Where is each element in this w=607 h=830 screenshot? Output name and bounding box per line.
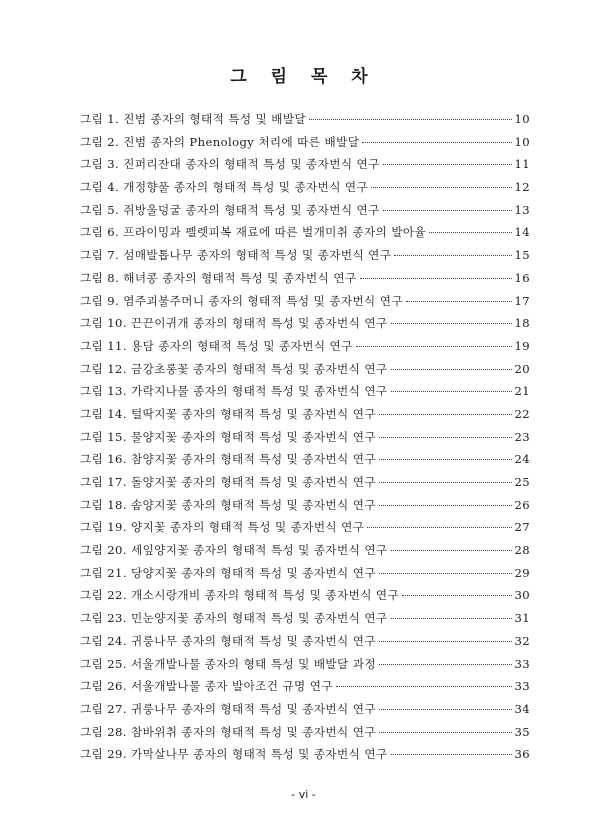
dot-leader bbox=[379, 504, 513, 506]
dot-leader bbox=[362, 141, 512, 143]
toc-entry[interactable] bbox=[80, 656, 530, 679]
toc-entry-label: 그림 9. 염주괴불주머니 종자의 형태적 특성 및 종자번식 연구 bbox=[80, 293, 403, 308]
dot-leader bbox=[379, 731, 513, 733]
toc-entry-label: 그림 2. 진범 종자의 Phenology 처리에 따른 배발달 bbox=[80, 134, 360, 149]
toc-entry-page: 17 bbox=[514, 293, 530, 308]
toc-entry[interactable] bbox=[80, 451, 530, 474]
toc-entry-label: 그림 6. 프라이밍과 펠렛피복 재료에 따른 벌개미취 종자의 발아율 bbox=[80, 225, 427, 240]
dot-leader bbox=[379, 572, 513, 574]
dot-leader bbox=[309, 118, 512, 120]
toc-entry[interactable] bbox=[80, 134, 530, 157]
toc-entry-label: 그림 28. 참바위취 종자의 형태적 특성 및 종자번식 연구 bbox=[80, 724, 376, 739]
toc-entry-page: 20 bbox=[514, 361, 530, 376]
toc-entry[interactable] bbox=[80, 361, 530, 384]
toc-entry[interactable] bbox=[80, 338, 530, 361]
dot-leader bbox=[371, 186, 512, 188]
toc-entry-label: 그림 21. 당양지꽃 종자의 형태적 특성 및 종자번식 연구 bbox=[80, 565, 376, 580]
toc-entry-label: 그림 4. 개정향풀 종자의 형태적 특성 및 종자번식 연구 bbox=[80, 180, 369, 195]
toc-entry[interactable] bbox=[80, 474, 530, 497]
toc-entry[interactable] bbox=[80, 315, 530, 338]
toc-entry-label: 그림 3. 진퍼리잔대 종자의 형태적 특성 및 종자번식 연구 bbox=[80, 157, 380, 172]
page-title: 그 림 목 차 bbox=[230, 67, 377, 87]
toc-entry-label: 그림 25. 서울개발나물 종자의 형태 특성 및 배발달 과정 bbox=[80, 656, 376, 671]
toc-entry-page: 19 bbox=[514, 338, 530, 353]
toc-entry-label: 그림 8. 해녀콩 종자의 형태적 특성 및 종자번식 연구 bbox=[80, 270, 357, 285]
toc-entry-page: 16 bbox=[514, 270, 530, 285]
dot-leader bbox=[336, 685, 512, 687]
toc-entry-page: 13 bbox=[514, 202, 530, 217]
dot-leader bbox=[406, 300, 513, 302]
dot-leader bbox=[379, 481, 513, 483]
toc-entry[interactable] bbox=[80, 724, 530, 747]
toc-entry-page: 12 bbox=[514, 180, 530, 195]
toc-entry-page: 27 bbox=[514, 520, 530, 535]
toc-entry[interactable] bbox=[80, 429, 530, 452]
toc-entry[interactable] bbox=[80, 519, 530, 542]
toc-entry-page: 15 bbox=[514, 248, 530, 263]
toc-entry-page: 10 bbox=[514, 112, 530, 126]
dot-leader bbox=[383, 163, 513, 165]
dot-leader bbox=[360, 277, 513, 279]
toc-entry-page: 23 bbox=[514, 429, 530, 444]
toc-entry[interactable] bbox=[80, 270, 530, 293]
toc-entry[interactable] bbox=[80, 610, 530, 633]
toc-entry[interactable] bbox=[80, 746, 530, 769]
toc-entry-label: 그림 12. 금강초롱꽃 종자의 형태적 특성 및 종자번식 연구 bbox=[80, 361, 388, 376]
dot-leader bbox=[402, 594, 512, 596]
dot-leader bbox=[367, 526, 512, 528]
dot-leader bbox=[429, 231, 512, 233]
toc-entry-page: 36 bbox=[514, 747, 530, 762]
dot-leader bbox=[391, 617, 513, 619]
toc-entry-page: 28 bbox=[514, 543, 530, 558]
toc-entry-page: 34 bbox=[514, 701, 530, 716]
toc-entry-label: 그림 18. 솜양지꽃 종자의 형태적 특성 및 종자번식 연구 bbox=[80, 497, 376, 512]
toc-entry-label: 그림 17. 돌양지꽃 종자의 형태적 특성 및 종자번식 연구 bbox=[80, 475, 376, 489]
toc-entry-label: 그림 10. 끈끈이귀개 종자의 형태적 특성 및 종자번식 연구 bbox=[80, 316, 388, 331]
toc-entry[interactable] bbox=[80, 587, 530, 610]
dot-leader bbox=[379, 708, 513, 710]
toc-entry-page: 33 bbox=[514, 656, 530, 671]
toc-entry-page: 30 bbox=[514, 588, 530, 603]
toc-entry[interactable] bbox=[80, 633, 530, 656]
toc-entry[interactable] bbox=[80, 542, 530, 565]
dot-leader bbox=[379, 663, 513, 665]
toc-entry-page: 18 bbox=[514, 316, 530, 331]
toc-entry-page: 35 bbox=[514, 724, 530, 739]
toc-entry-label: 그림 23. 민눈양지꽃 종자의 형태적 특성 및 종자번식 연구 bbox=[80, 611, 388, 626]
dot-leader bbox=[379, 640, 513, 642]
toc-entry[interactable] bbox=[80, 406, 530, 429]
dot-leader bbox=[394, 254, 512, 256]
toc-entry-label: 그림 5. 쥐방울덩굴 종자의 형태적 특성 및 종자번식 연구 bbox=[80, 202, 380, 217]
toc-entry-label: 그림 24. 귀룽나무 종자의 형태적 특성 및 종자번식 연구 bbox=[80, 633, 376, 648]
dot-leader bbox=[391, 549, 513, 551]
toc-entry-page: 24 bbox=[514, 452, 530, 467]
toc-entry-page: 29 bbox=[514, 565, 530, 580]
toc-entry-page: 32 bbox=[514, 633, 530, 648]
toc-entry-label: 그림 16. 참양지꽃 종자의 형태적 특성 및 종자번식 연구 bbox=[80, 452, 376, 467]
toc-entry-page: 14 bbox=[514, 225, 530, 240]
toc-entry-page: 21 bbox=[514, 384, 530, 399]
toc-entry-label: 그림 27. 귀룽나무 종자의 형태적 특성 및 종자번식 연구 bbox=[80, 701, 376, 716]
toc-entry[interactable] bbox=[80, 293, 530, 316]
toc-entry-label: 그림 11. 용담 종자의 형태적 특성 및 종자번식 연구 bbox=[80, 338, 353, 353]
toc-entry-page: 25 bbox=[514, 475, 530, 489]
toc-entry-page: 11 bbox=[514, 157, 530, 172]
toc-entry-page: 31 bbox=[514, 611, 530, 626]
toc-entry-label: 그림 19. 양지꽃 종자의 형태적 특성 및 종자번식 연구 bbox=[80, 520, 365, 535]
toc-entry-label: 그림 14. 털딱지꽃 종자의 형태적 특성 및 종자번식 연구 bbox=[80, 406, 376, 421]
dot-leader bbox=[379, 436, 513, 438]
toc-entry[interactable] bbox=[80, 565, 530, 588]
toc-entry-page: 22 bbox=[514, 406, 530, 421]
dot-leader bbox=[379, 458, 513, 460]
figure-list bbox=[80, 111, 530, 769]
toc-entry-label: 그림 29. 가막살나무 종자의 형태적 특성 및 종자번식 연구 bbox=[80, 747, 388, 762]
dot-leader bbox=[391, 753, 513, 755]
dot-leader bbox=[383, 209, 513, 211]
toc-entry[interactable] bbox=[80, 497, 530, 520]
toc-entry[interactable] bbox=[80, 247, 530, 270]
toc-entry-label: 그림 1. 진범 종자의 형태적 특성 및 배발달 bbox=[80, 112, 307, 126]
toc-entry-label: 그림 22. 개소시랑개비 종자의 형태적 특성 및 종자번식 연구 bbox=[80, 588, 400, 603]
toc-entry[interactable] bbox=[80, 701, 530, 724]
toc-entry-label: 그림 20. 세잎양지꽃 종자의 형태적 특성 및 종자번식 연구 bbox=[80, 543, 388, 558]
toc-entry[interactable] bbox=[80, 156, 530, 179]
dot-leader bbox=[356, 345, 513, 347]
dot-leader bbox=[379, 413, 513, 415]
page-number: - vi - bbox=[291, 788, 316, 801]
toc-entry[interactable] bbox=[80, 224, 530, 247]
toc-entry-label: 그림 15. 물양지꽃 종자의 형태적 특성 및 종자번식 연구 bbox=[80, 429, 376, 444]
toc-entry[interactable] bbox=[80, 678, 530, 701]
toc-entry-page: 26 bbox=[514, 497, 530, 512]
dot-leader bbox=[391, 390, 513, 392]
toc-entry[interactable] bbox=[80, 111, 530, 134]
dot-leader bbox=[391, 322, 513, 324]
toc-entry-page: 33 bbox=[514, 679, 530, 694]
toc-entry-label: 그림 26. 서울개발나물 종자 발아조건 규명 연구 bbox=[80, 679, 333, 694]
toc-entry[interactable] bbox=[80, 383, 530, 406]
toc-entry[interactable] bbox=[80, 179, 530, 202]
dot-leader bbox=[391, 368, 513, 370]
toc-entry-label: 그림 7. 섬매발톱나무 종자의 형태적 특성 및 종자번식 연구 bbox=[80, 248, 392, 263]
toc-entry[interactable] bbox=[80, 202, 530, 225]
toc-entry-label: 그림 13. 가락지나물 종자의 형태적 특성 및 종자번식 연구 bbox=[80, 384, 388, 399]
toc-entry-page: 10 bbox=[514, 134, 530, 149]
